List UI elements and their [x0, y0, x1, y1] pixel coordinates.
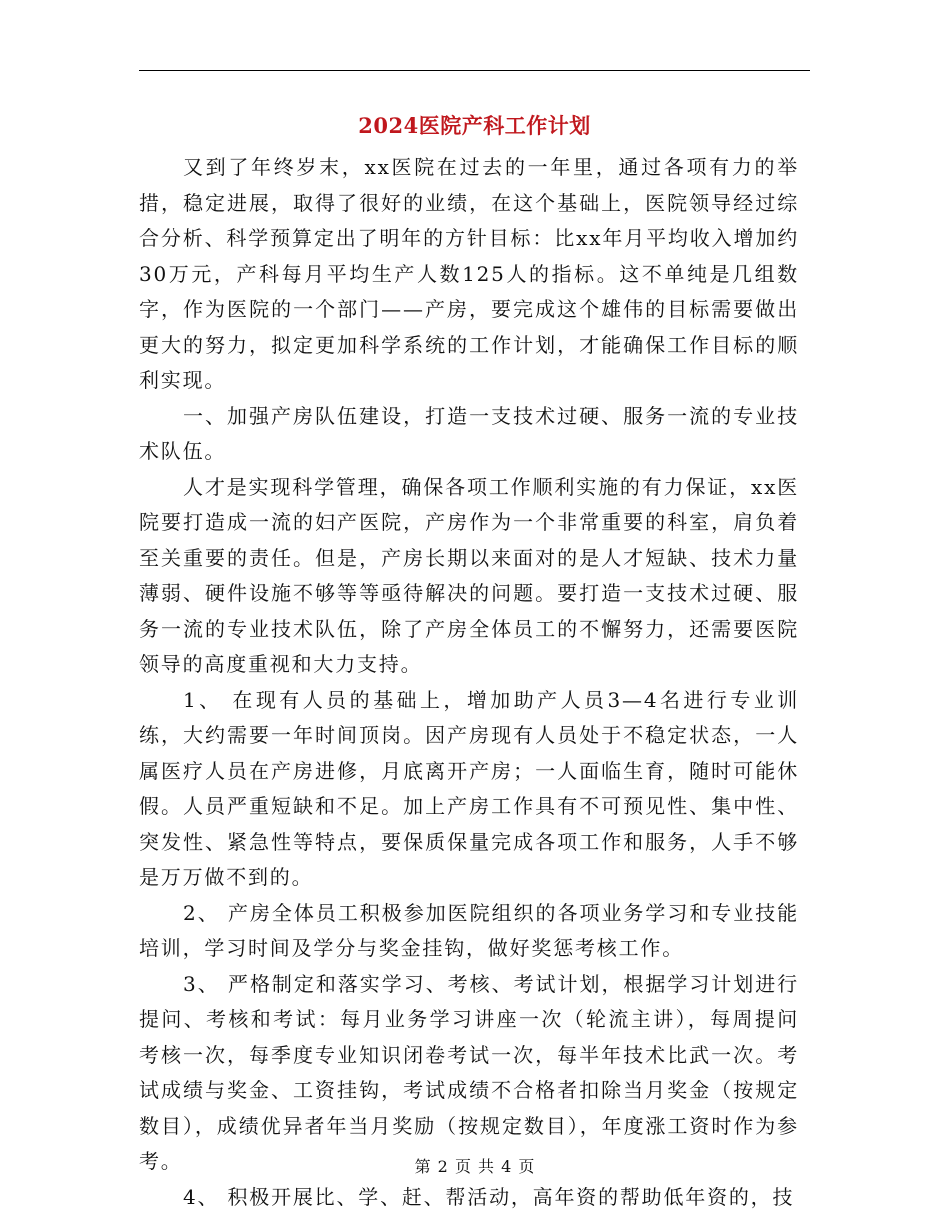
paragraph-intro: 又到了年终岁末，xx医院在过去的一年里，通过各项有力的举措，稳定进展，取得了很好的业绩，在这个基础上，医院领导经过综合分析、科学预算定出了明年的方针目标：比xx年月平均收入增加约30万元，产科每月平均生产人数125人的指标。这不单纯是几组数字，作为医院的一个部门——产房，要完成这个雄伟的目标需要做出更大的努力，拟定更加科学系统的工作计划，才能确保工作目标的顺利实现。	[139, 155, 799, 392]
header-rule	[139, 70, 810, 71]
paragraph-section-heading: 一、加强产房队伍建设，打造一支技术过硬、服务一流的专业技术队伍。	[139, 403, 799, 463]
paragraph-talent: 人才是实现科学管理，确保各项工作顺利实施的有力保证，xx医院要打造成一流的妇产医院，产房作为一个非常重要的科室，肩负着至关重要的责任。但是，产房长期以来面对的是人才短缺、技术力量薄弱、硬件设施不够等等亟待解决的问题。要打造一支技术过硬、服务一流的专业技术队伍，除了产房全体员工的不懈努力，还需要医院领导的高度重视和大力支持。	[139, 474, 799, 676]
paragraph-item-4: 4、 积极开展比、学、赶、帮活动，高年资的帮助低年资的，技	[183, 1184, 795, 1209]
document-title: 2024医院产科工作计划	[358, 113, 591, 138]
page-number-footer: 第 2 页 共 4 页	[414, 1157, 536, 1176]
paragraph-item-3: 3、 严格制定和落实学习、考核、考试计划，根据学习计划进行提问、考核和考试：每月业务学习讲座一次（轮流主讲），每周提问考核一次，每季度专业知识闭卷考试一次，每半年技术比武一次。考试成绩与奖金、工资挂钩，考试成绩不合格者扣除当月奖金（按规定数目），成绩优异者年当月奖励（按规定数目），年度涨工资时作为参考。	[139, 971, 799, 1173]
document-body	[139, 150, 799, 1215]
paragraph-item-2: 2、 产房全体员工积极参加医院组织的各项业务学习和专业技能培训，学习时间及学分与奖金挂钩，做好奖惩考核工作。	[139, 900, 799, 960]
paragraph-item-1: 1、 在现有人员的基础上，增加助产人员3—4名进行专业训练，大约需要一年时间顶岗。因产房现有人员处于不稳定状态，一人属医疗人员在产房进修，月底离开产房；一人面临生育，随时可能休假。人员严重短缺和不足。加上产房工作具有不可预见性、集中性、突发性、紧急性等特点，要保质保量完成各项工作和服务，人手不够是万万做不到的。	[139, 687, 799, 889]
